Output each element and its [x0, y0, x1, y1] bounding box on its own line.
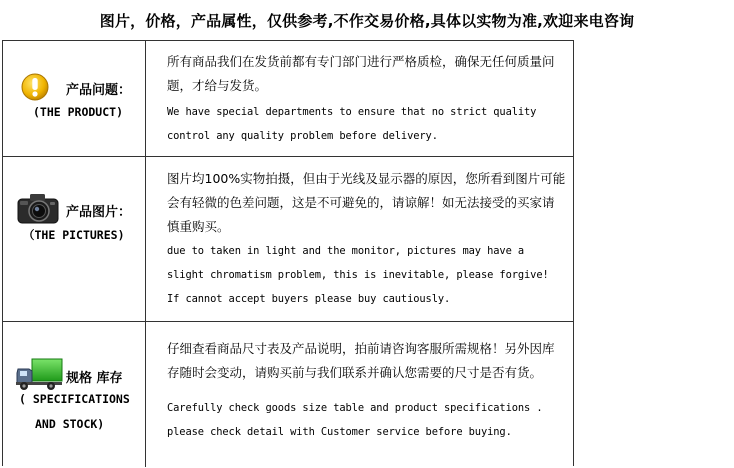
en-text-line: Carefully check goods size table and product specifications . — [167, 402, 543, 414]
row-label-cell — [3, 322, 146, 467]
exclamation-icon — [21, 73, 49, 101]
row-label-zh: 产品问题： — [66, 83, 132, 98]
row-label-cell — [3, 41, 146, 156]
row-label-cell — [3, 157, 146, 321]
row-label-zh: 规格 库存 — [66, 371, 123, 386]
row-label-zh: 产品图片： — [66, 205, 132, 220]
en-text-line: slight chromatism problem, this is inevitable, please forgive! — [167, 269, 549, 281]
row-label-en: （THE PICTURES) — [23, 228, 125, 242]
en-text-line: If cannot accept buyers please buy cautiously. — [167, 293, 451, 305]
zh-text-line: 图片均100%实物拍摄，但由于光线及显示器的原因，您所看到图片可能 — [167, 171, 566, 186]
page-header: 图片，价格，产品属性，仅供参考,不作交易价格,具体以实物为准,欢迎来电咨询 — [99, 12, 635, 30]
zh-text-line: 会有轻微的色差问题，这是不可避免的，请谅解！如无法接受的买家请 — [167, 195, 555, 210]
zh-text-line: 存随时会变动，请购买前与我们联系并确认您需要的尺寸是否有货。 — [167, 365, 543, 380]
zh-text-line: 题，才给与发货。 — [167, 78, 268, 93]
en-text-line: please check detail with Customer service before buying. — [167, 426, 512, 438]
row-label-en: ( SPECIFICATIONS — [19, 392, 130, 406]
en-text-line: We have special departments to ensure that no strict quality — [167, 106, 537, 118]
camera-icon — [17, 192, 59, 224]
row-content-cell — [146, 41, 573, 156]
row-content-cell — [146, 322, 573, 467]
en-text-line: due to taken in light and the monitor, pictures may have a — [167, 245, 525, 257]
row-content-cell — [146, 157, 573, 321]
en-text-line: control any quality problem before delivery. — [167, 130, 438, 142]
zh-text-line: 仔细查看商品尺寸表及产品说明，拍前请咨询客服所需规格！另外因库 — [167, 341, 555, 356]
table-row-pictures — [3, 157, 573, 322]
row-label-en: AND STOCK) — [35, 417, 105, 431]
zh-text-line: 慎重购买。 — [167, 219, 230, 234]
table-row-specifications — [3, 322, 573, 467]
zh-text-line: 所有商品我们在发货前都有专门部门进行严格质检，确保无任何质量问 — [167, 54, 555, 69]
truck-icon — [15, 358, 63, 392]
info-table — [2, 40, 574, 466]
row-label-en: (THE PRODUCT) — [33, 105, 124, 119]
table-row-product — [3, 41, 573, 157]
